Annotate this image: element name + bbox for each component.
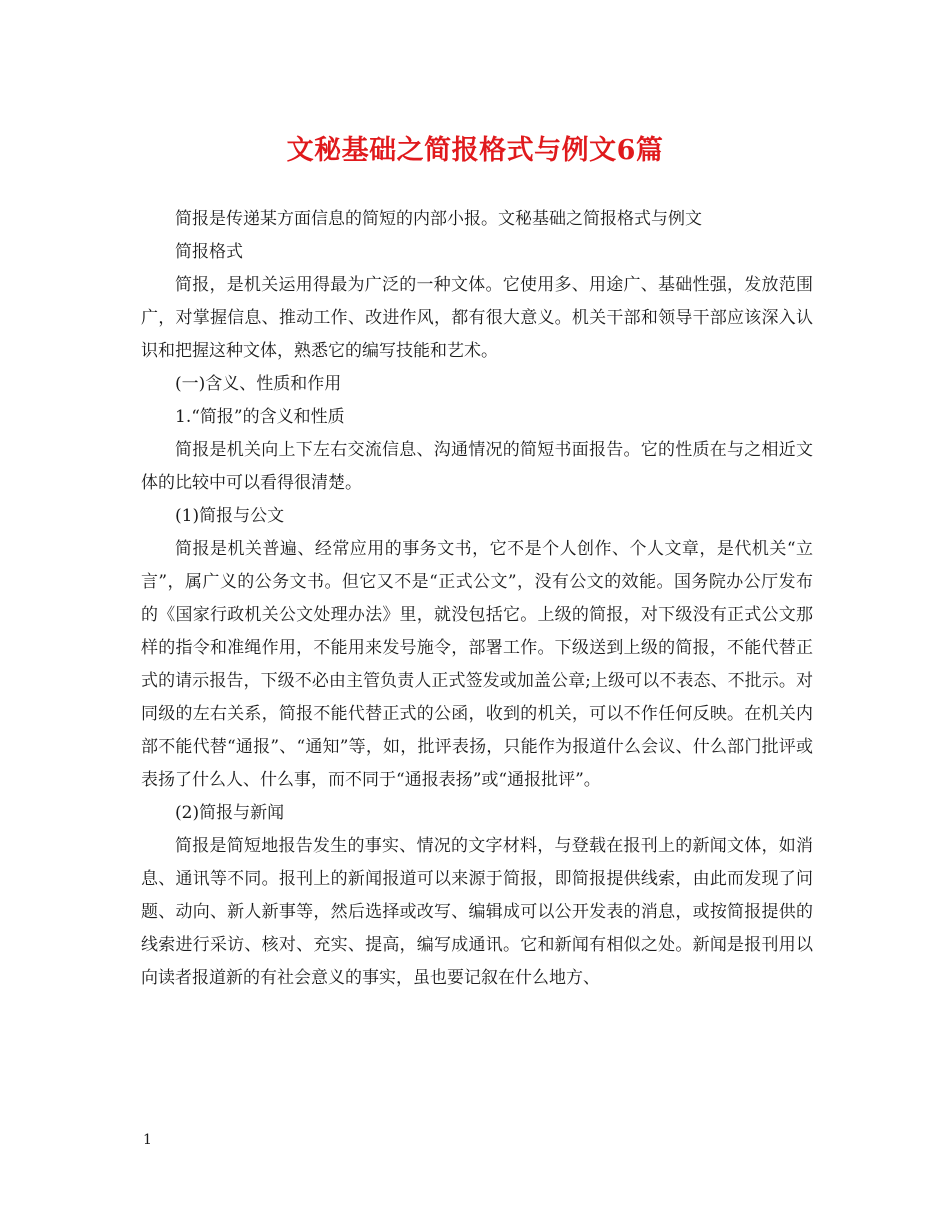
paragraph-overview: 简报，是机关运用得最为广泛的一种文体。它使用多、用途广、基础性强，发放范围广，对掌握信息、推动工作、改进作风，都有很大意义。机关干部和领导干部应该深入认识和把握这种文体，熟悉它的编写技能和艺术。 bbox=[141, 275, 813, 361]
paragraph-vs-official-docs: 简报是机关普遍、经常应用的事务文书，它不是个人创作、个人文章，是代机关“立言”，属广义的公务文书。但它又不是“正式公文”，没有公文的效能。国务院办公厅发布的《国家行政机关公文处理办法》里，就没包括它。上级的简报，对下级没有正式公文那样的指令和准绳作用，不能用来发号施令，部署工作。下级送到上级的简报，不能代替正式的请示报告，下级不必由主管负责人正式签发或加盖公章;上级可以不表态、不批示。对同级的左右关系，简报不能代替正式的公函，收到的机关，可以不作任何反映。在机关内部不能代替“通报”、“通知”等，如，批评表扬，只能作为报道什么会议、什么部门批评或表扬了什么人、什么事，而不同于“通报表扬”或“通报批评”。 bbox=[141, 539, 813, 790]
paragraph-definition: 简报是机关向上下左右交流信息、沟通情况的简短书面报告。它的性质在与之相近文体的比较中可以看得很清楚。 bbox=[141, 440, 813, 493]
paragraph-intro: 简报是传递某方面信息的简短的内部小报。文秘基础之简报格式与例文 bbox=[175, 209, 702, 229]
heading-subsection-1: 1.“简报”的含义和性质 bbox=[175, 407, 345, 427]
heading-vs-official-docs: (1)简报与公文 bbox=[175, 506, 285, 526]
paragraph-vs-news: 简报是简短地报告发生的事实、情况的文字材料，与登载在报刊上的新闻文体，如消息、通讯等不同。报刊上的新闻报道可以来源于简报，即简报提供线索，由此而发现了问题、动向、新人新事等，然后选择或改写、编辑成可以公开发表的消息，或按简报提供的线索进行采访、核对、充实、提高，编写成通讯。它和新闻有相似之处。新闻是报刊用以向读者报道新的有社会意义的事实，虽也要记叙在什么地方、 bbox=[141, 836, 813, 988]
page-number: 1 bbox=[143, 1132, 152, 1148]
heading-section-one: (一)含义、性质和作用 bbox=[175, 374, 342, 394]
heading-format: 简报格式 bbox=[175, 242, 243, 262]
document-title: 文秘基础之简报格式与例文6篇 bbox=[286, 135, 664, 166]
heading-vs-news: (2)简报与新闻 bbox=[175, 803, 285, 823]
document-body bbox=[141, 203, 813, 995]
